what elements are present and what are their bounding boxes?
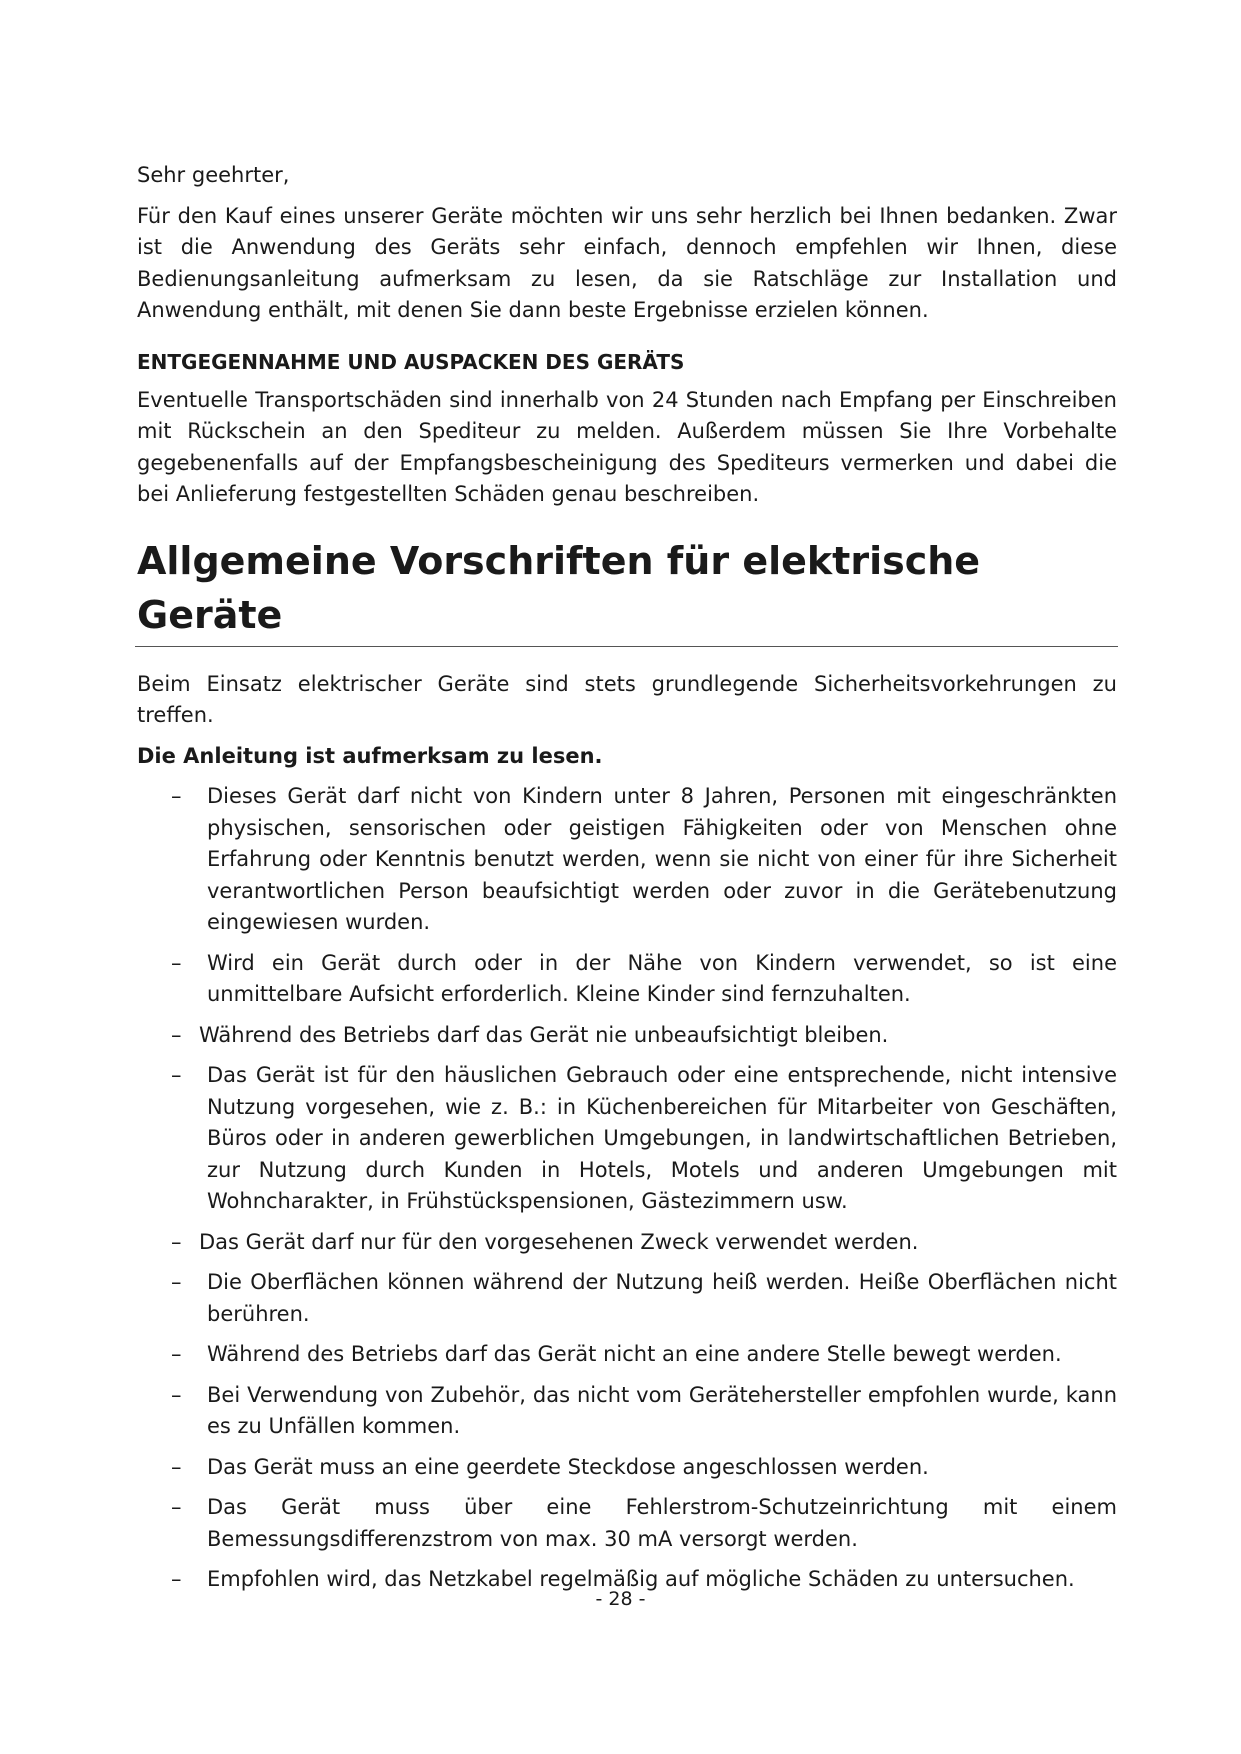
dash-bullet: –: [171, 950, 182, 975]
safety-heading: Allgemeine Vorschriften für elektrische Geräte: [135, 534, 1118, 647]
safety-rules-list: [137, 781, 1117, 1596]
dash-bullet: –: [171, 1022, 182, 1047]
list-item-text: Das Gerät muss über eine Fehlerstrom-Schutzeinrichtung mit einem Bemessungsdifferenzstrom von max. 30 mA versorgt werden.: [207, 1495, 1117, 1551]
list-item-text: Dieses Gerät darf nicht von Kindern unter 8 Jahren, Personen mit eingeschränkten physischen, sensorischen oder geistigen Fähigkeiten oder von Menschen ohne Erfahrung oder Kenntnis benutzt werden, wenn sie nicht von einer für ihre Sicherheit verantwortlichen Person beaufsichtigt werden oder zuvor in die Gerätebenutzung eingewiesen wurden.: [207, 784, 1117, 934]
list-item: [137, 1339, 1117, 1371]
list-item-text: Das Gerät darf nur für den vorgesehenen Zweck verwendet werden.: [199, 1229, 919, 1254]
list-item-text: Wird ein Gerät durch oder in der Nähe von Kindern verwendet, so ist eine unmittelbare Aufsicht erforderlich. Kleine Kinder sind fernzuhalten.: [207, 950, 1117, 1006]
dash-bullet: –: [171, 1567, 182, 1591]
greeting: Sehr geehrter,: [137, 163, 290, 187]
list-item: [137, 1020, 1117, 1052]
list-item: [137, 1227, 1117, 1259]
dash-bullet: –: [171, 1342, 182, 1366]
dash-bullet: –: [171, 784, 182, 808]
list-item-text: Empfohlen wird, das Netzkabel regelmäßig auf mögliche Schäden zu untersuchen.: [207, 1567, 1075, 1591]
dash-bullet: –: [171, 1382, 182, 1407]
list-item-text: Bei Verwendung von Zubehör, das nicht vom Gerätehersteller empfohlen wurde, kann es zu Unfällen kommen.: [207, 1382, 1117, 1438]
list-item: [137, 948, 1117, 1011]
safety-lead: Beim Einsatz elektrischer Geräte sind stets grundlegende Sicherheitsvorkehrungen zu treffen.: [137, 671, 1117, 727]
dash-bullet: –: [171, 1454, 182, 1479]
page-number: - 28 -: [595, 1588, 646, 1610]
list-item: [137, 781, 1117, 939]
list-item-text: Während des Betriebs darf das Gerät nie unbeaufsichtigt bleiben.: [199, 1022, 889, 1047]
dash-bullet: –: [171, 1063, 182, 1087]
list-item-text: Die Oberflächen können während der Nutzung heiß werden. Heiße Oberflächen nicht berühren.: [207, 1270, 1117, 1326]
receipt-paragraph: Eventuelle Transportschäden sind innerhalb von 24 Stunden nach Empfang per Einschreiben mit Rückschein an den Spediteur zu melden. Außerdem müssen Sie Ihre Vorbehalte gegebenenfalls auf der Empfangsbescheinigung des Spediteurs vermerken und dabei die bei Anlieferung festgestellten Schäden genau beschreiben.: [137, 387, 1117, 506]
list-item-text: Das Gerät ist für den häuslichen Gebrauch oder eine entsprechende, nicht intensive Nutzung vorgesehen, wie z. B.: in Küchenbereichen für Mitarbeiter von Geschäften, Büros oder in anderen gewerblichen Umgebungen, in landwirtschaftlichen Betrieben, zur Nutzung durch Kunden in Hotels, Motels und anderen Umgebungen mit Wohncharakter, in Frühstückspensionen, Gästezimmern usw.: [207, 1063, 1117, 1213]
dash-bullet: –: [171, 1229, 182, 1254]
read-notice: Die Anleitung ist aufmerksam zu lesen.: [137, 743, 603, 768]
list-item: [137, 1060, 1117, 1218]
list-item: [137, 1267, 1117, 1330]
dash-bullet: –: [171, 1495, 182, 1519]
dash-bullet: –: [171, 1270, 182, 1294]
receipt-heading: ENTGEGENNAHME UND AUSPACKEN DES GERÄTS: [137, 349, 685, 374]
list-item-text: Während des Betriebs darf das Gerät nicht an eine andere Stelle bewegt werden.: [207, 1342, 1062, 1366]
list-item: [137, 1380, 1117, 1443]
list-item: [137, 1492, 1117, 1555]
list-item-text: Das Gerät muss an eine geerdete Steckdose angeschlossen werden.: [207, 1454, 929, 1479]
document-page: [137, 160, 1117, 1605]
intro-paragraph: Für den Kauf eines unserer Geräte möchten wir uns sehr herzlich bei Ihnen bedanken. Zwar ist die Anwendung des Geräts sehr einfach, dennoch empfehlen wir Ihnen, diese Bedienungsanleitung aufmerksam zu lesen, da sie Ratschläge zur Installation und Anwendung enthält, mit denen Sie dann beste Ergebnisse erzielen können.: [137, 203, 1117, 322]
list-item: [137, 1452, 1117, 1484]
